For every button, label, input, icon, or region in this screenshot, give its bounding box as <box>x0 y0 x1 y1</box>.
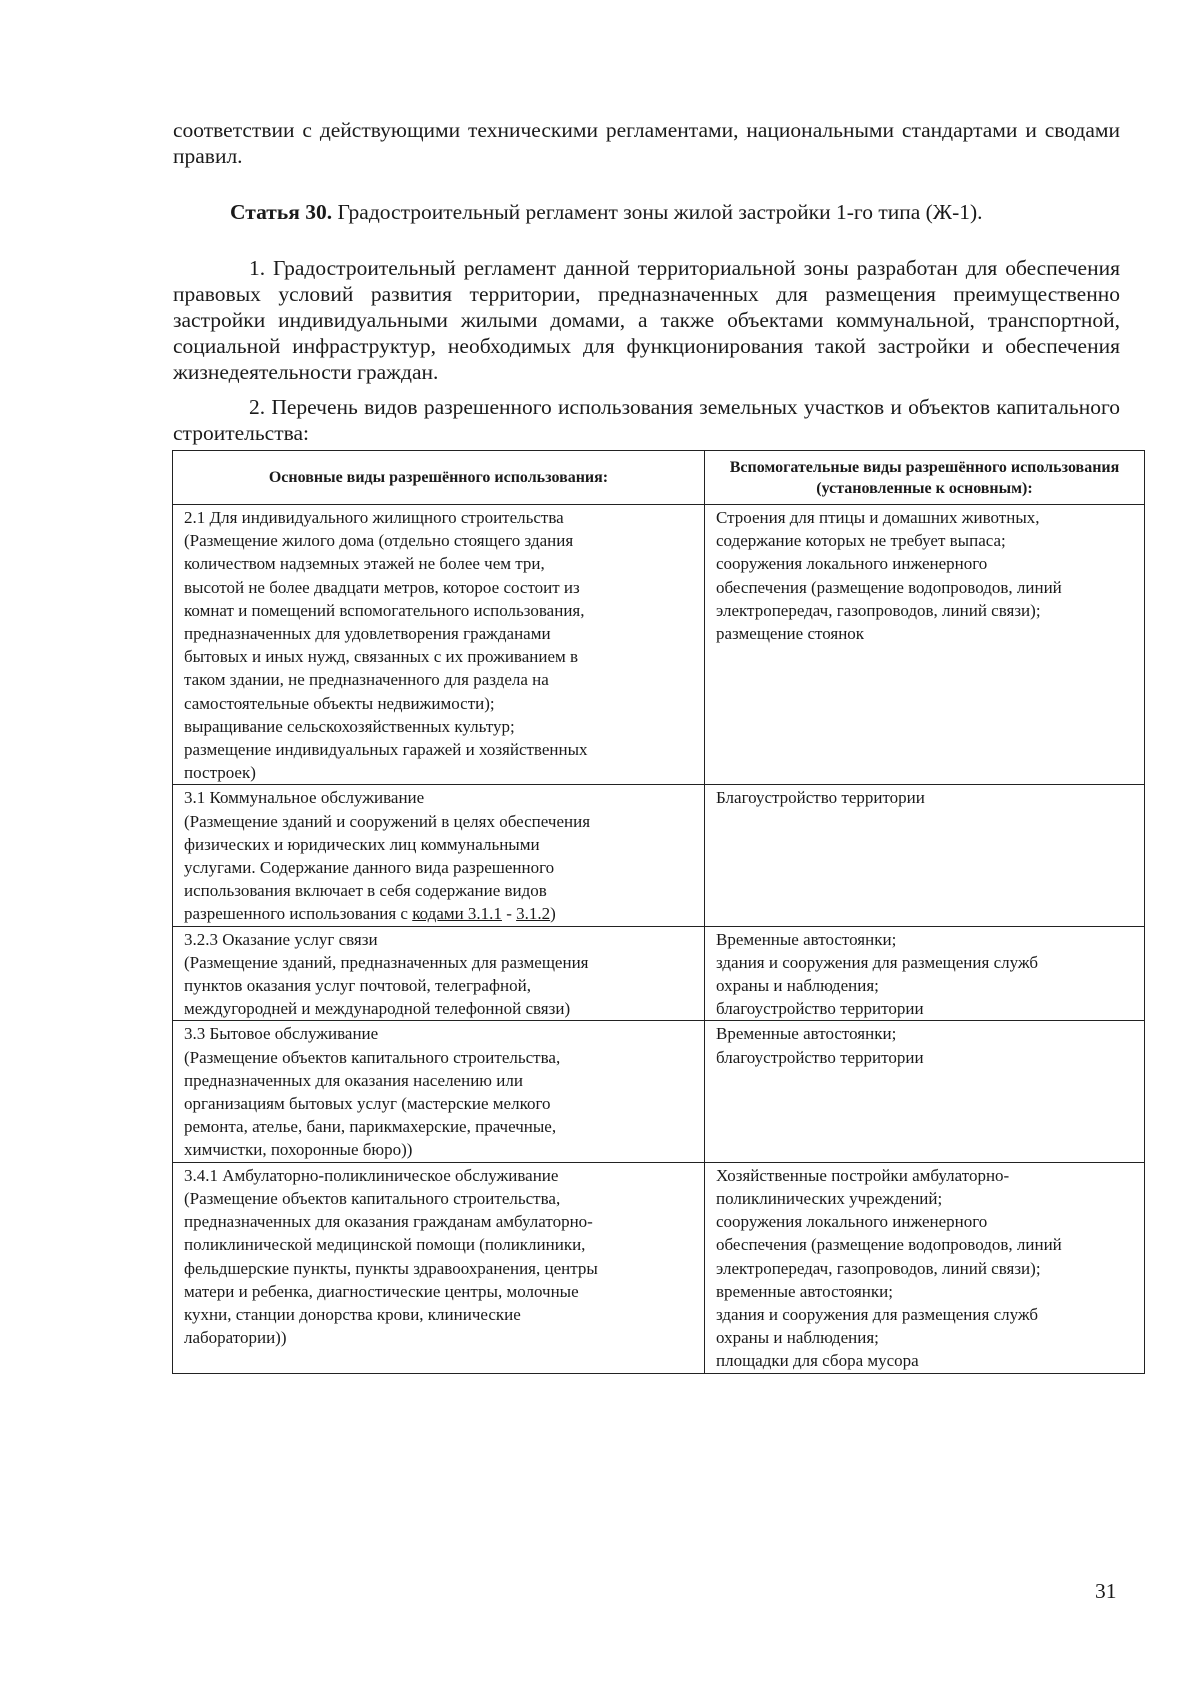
table-row <box>173 1162 1145 1373</box>
cell-line: Временные автостоянки; <box>716 929 897 949</box>
table-row <box>173 505 1145 785</box>
header-main-uses: Основные виды разрешённого использования: <box>173 451 705 505</box>
cell-main-use <box>173 785 705 926</box>
cell-main-use <box>173 1021 705 1162</box>
permitted-uses-table <box>172 450 1145 1374</box>
cell-line: кухни, станции донорства крови, клинические <box>184 1304 521 1324</box>
table-row <box>173 926 1145 1021</box>
cell-line: (Размещение жилого дома (отдельно стоящего здания <box>184 531 574 551</box>
table-header-row <box>173 451 1145 505</box>
cell-line: высотой не более двадцати метров, которое состоит из <box>184 577 580 597</box>
intro-paragraph: соответствии с действующими техническими регламентами, национальными стандартами и сводами правил. <box>173 118 1120 168</box>
cell-line: размещение стоянок <box>716 624 865 644</box>
paragraph-1: 1. Градостроительный регламент данной территориальной зоны разработан для обеспечения правовых условий развития территории, предназначенных для размещения преимущественно застройки индивидуальными жилыми домами, а также объектами коммунальной, транспортной, социальной инфраструктур, необходимых для функционирования такой застройки и обеспечения жизнедеятельности граждан. <box>173 256 1120 384</box>
cell-line: (Размещение зданий и сооружений в целях обеспечения <box>184 811 591 831</box>
cell-line: поликлинической медицинской помощи (поликлиники, <box>184 1235 586 1255</box>
cell-line: предназначенных для оказания гражданам амбулаторно- <box>184 1212 593 1232</box>
cell-line: самостоятельные объекты недвижимости); <box>184 693 495 713</box>
cell-line: бытовых и иных нужд, связанных с их проживанием в <box>184 647 579 667</box>
code-link-3-1-2[interactable]: 3.1.2 <box>516 904 551 924</box>
cell-line: 3.2.3 Оказание услуг связи <box>184 929 378 949</box>
code-text: ) <box>550 904 556 924</box>
cell-main-use <box>173 926 705 1021</box>
article-title: Градостроительный регламент зоны жилой застройки 1-го типа (Ж-1). <box>332 200 983 224</box>
cell-line: использования включает в себя содержание видов <box>184 881 547 901</box>
cell-line: 3.1 Коммунальное обслуживание <box>184 788 425 808</box>
cell-line: здания и сооружения для размещения служб <box>716 1304 1039 1324</box>
cell-line: охраны и наблюдения; <box>716 1328 879 1348</box>
cell-line: междугородней и международной телефонной связи) <box>184 999 571 1019</box>
cell-line: электропередач, газопроводов, линий связи); <box>716 1258 1041 1278</box>
cell-line: предназначенных для удовлетворения гражданами <box>184 624 551 644</box>
cell-line: фельдшерские пункты, пункты здравоохранения, центры <box>184 1258 598 1278</box>
cell-line: матери и ребенка, диагностические центры, молочные <box>184 1281 579 1301</box>
cell-line: (Размещение зданий, предназначенных для размещения <box>184 952 589 972</box>
cell-line: таком здании, не предназначенного для раздела на <box>184 670 549 690</box>
cell-line: пунктов оказания услуг почтовой, телеграфной, <box>184 976 531 996</box>
cell-line: количеством надземных этажей не более чем три, <box>184 554 545 574</box>
cell-line: химчистки, похоронные бюро)) <box>184 1140 413 1160</box>
cell-line: 3.4.1 Амбулаторно-поликлиническое обслуживание <box>184 1165 559 1185</box>
cell-line: ремонта, ателье, бани, парикмахерские, прачечные, <box>184 1117 557 1137</box>
cell-line: сооружения локального инженерного <box>716 554 988 574</box>
cell-line: площадки для сбора мусора <box>716 1351 919 1371</box>
cell-main-use <box>173 505 705 785</box>
cell-line: временные автостоянки; <box>716 1281 893 1301</box>
cell-line: лаборатории)) <box>184 1328 287 1348</box>
cell-line: Благоустройство территории <box>716 788 925 808</box>
cell-line: построек) <box>184 763 256 783</box>
table-body <box>173 505 1145 1374</box>
cell-line: предназначенных для оказания населению или <box>184 1070 523 1090</box>
cell-line: 2.1 Для индивидуального жилищного строительства <box>184 508 564 527</box>
cell-aux-use <box>705 1021 1145 1162</box>
cell-line: обеспечения (размещение водопроводов, линий <box>716 577 1062 597</box>
page-number: 31 <box>1095 1579 1117 1603</box>
cell-line: физических и юридических лиц коммунальными <box>184 834 540 854</box>
cell-line: содержание которых не требует выпаса; <box>716 531 1006 551</box>
cell-line: электропередач, газопроводов, линий связи); <box>716 600 1041 620</box>
cell-line: 3.3 Бытовое обслуживание <box>184 1024 379 1044</box>
cell-line: Временные автостоянки; <box>716 1024 897 1044</box>
cell-aux-use <box>705 785 1145 926</box>
cell-line: Строения для птицы и домашних животных, <box>716 508 1040 527</box>
cell-line: организациям бытовых услуг (мастерские мелкого <box>184 1094 551 1114</box>
cell-line <box>184 902 696 925</box>
table-row <box>173 1021 1145 1162</box>
cell-aux-use <box>705 505 1145 785</box>
cell-line: (Размещение объектов капитального строительства, <box>184 1047 561 1067</box>
cell-line: комнат и помещений вспомогательного использования, <box>184 600 585 620</box>
cell-line: поликлинических учреждений; <box>716 1188 943 1208</box>
cell-line: размещение индивидуальных гаражей и хозяйственных <box>184 740 588 760</box>
cell-line: охраны и наблюдения; <box>716 976 879 996</box>
cell-aux-use <box>705 1162 1145 1373</box>
article-label: Статья 30. <box>230 200 333 224</box>
paragraph-2: 2. Перечень видов разрешенного использования земельных участков и объектов капитального строительства: <box>173 395 1120 445</box>
code-text: разрешенного использования с <box>184 904 413 924</box>
article-heading <box>230 199 1130 225</box>
cell-line: выращивание сельскохозяйственных культур; <box>184 716 515 736</box>
cell-line: благоустройство территории <box>716 1047 924 1067</box>
cell-line: благоустройство территории <box>716 999 924 1019</box>
cell-line: (Размещение объектов капитального строительства, <box>184 1188 561 1208</box>
header-aux-uses: Вспомогательные виды разрешённого использования (установленные к основным): <box>705 451 1145 505</box>
table-row <box>173 785 1145 926</box>
cell-line: обеспечения (размещение водопроводов, линий <box>716 1235 1062 1255</box>
cell-line: Хозяйственные постройки амбулаторно- <box>716 1165 1010 1185</box>
cell-line: услугами. Содержание данного вида разрешенного <box>184 858 555 878</box>
code-link-3-1-1[interactable]: кодами 3.1.1 <box>412 904 502 924</box>
cell-line: сооружения локального инженерного <box>716 1212 988 1232</box>
cell-aux-use <box>705 926 1145 1021</box>
cell-line: здания и сооружения для размещения служб <box>716 952 1039 972</box>
cell-main-use <box>173 1162 705 1373</box>
code-separator: - <box>501 904 517 924</box>
